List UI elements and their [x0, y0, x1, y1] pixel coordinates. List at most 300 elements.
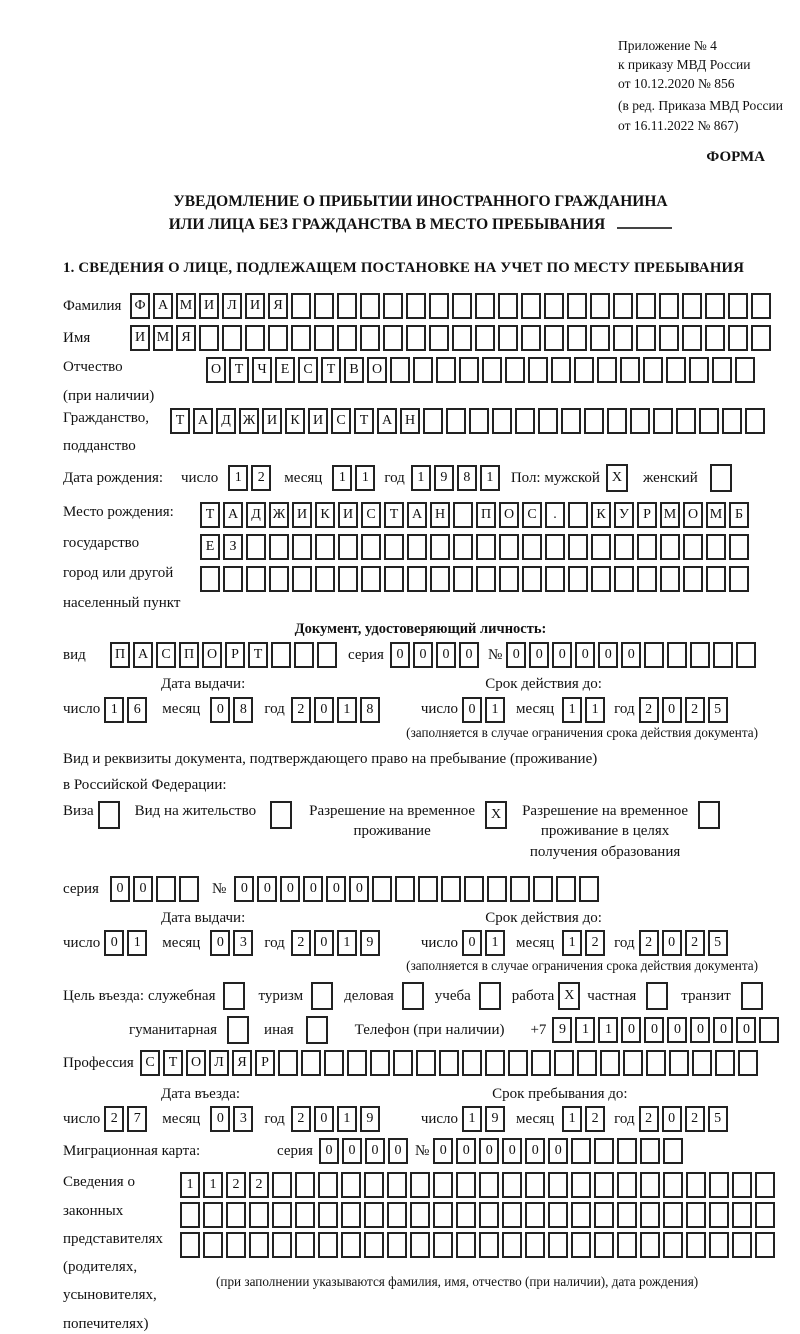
char-cell[interactable]: [525, 1172, 545, 1198]
char-cell[interactable]: [462, 1050, 482, 1076]
char-cell[interactable]: [579, 876, 599, 902]
char-cell[interactable]: [732, 1202, 752, 1228]
char-cell[interactable]: [294, 642, 314, 668]
char-cell[interactable]: [407, 534, 427, 560]
char-cell[interactable]: [556, 876, 576, 902]
char-cell[interactable]: [706, 566, 726, 592]
char-cell[interactable]: 0: [575, 642, 595, 668]
char-cell[interactable]: 0: [462, 930, 482, 956]
char-cell[interactable]: [669, 1050, 689, 1076]
char-cell[interactable]: [643, 357, 663, 383]
char-cell[interactable]: [548, 1172, 568, 1198]
char-cell[interactable]: 1: [575, 1017, 595, 1043]
char-cell[interactable]: [607, 408, 627, 434]
char-cell[interactable]: [663, 1172, 683, 1198]
char-cell[interactable]: 1: [485, 697, 505, 723]
char-cell[interactable]: К: [591, 502, 611, 528]
char-cell[interactable]: Ч: [252, 357, 272, 383]
char-cell[interactable]: [364, 1232, 384, 1258]
char-cell[interactable]: 0: [349, 876, 369, 902]
char-cell[interactable]: [395, 876, 415, 902]
char-cell[interactable]: [544, 293, 564, 319]
char-cell[interactable]: [692, 1050, 712, 1076]
char-cell[interactable]: [384, 566, 404, 592]
char-cell[interactable]: С: [156, 642, 176, 668]
char-cell[interactable]: [370, 1050, 390, 1076]
char-cell[interactable]: [387, 1202, 407, 1228]
char-cell[interactable]: [637, 566, 657, 592]
char-cell[interactable]: 9: [360, 930, 380, 956]
char-cell[interactable]: 0: [621, 1017, 641, 1043]
char-cell[interactable]: 2: [249, 1172, 269, 1198]
char-cell[interactable]: [226, 1232, 246, 1258]
char-cell[interactable]: [705, 293, 725, 319]
char-cell[interactable]: Т: [248, 642, 268, 668]
char-cell[interactable]: [315, 566, 335, 592]
char-cell[interactable]: [502, 1232, 522, 1258]
char-cell[interactable]: С: [522, 502, 542, 528]
char-cell[interactable]: 2: [226, 1172, 246, 1198]
char-cell[interactable]: [156, 876, 176, 902]
char-cell[interactable]: 8: [233, 697, 253, 723]
char-cell[interactable]: [278, 1050, 298, 1076]
char-cell[interactable]: А: [133, 642, 153, 668]
char-cell[interactable]: [318, 1232, 338, 1258]
char-cell[interactable]: [291, 293, 311, 319]
char-cell[interactable]: [416, 1050, 436, 1076]
char-cell[interactable]: 0: [342, 1138, 362, 1164]
char-cell[interactable]: [200, 566, 220, 592]
char-cell[interactable]: [439, 1050, 459, 1076]
char-cell[interactable]: [617, 1202, 637, 1228]
char-cell[interactable]: [751, 293, 771, 319]
char-cell[interactable]: [510, 876, 530, 902]
char-cell[interactable]: С: [361, 502, 381, 528]
char-cell[interactable]: 5: [708, 1106, 728, 1132]
char-cell[interactable]: [646, 982, 668, 1010]
char-cell[interactable]: 9: [434, 465, 454, 491]
char-cell[interactable]: [689, 357, 709, 383]
char-cell[interactable]: [568, 566, 588, 592]
char-cell[interactable]: [387, 1172, 407, 1198]
char-cell[interactable]: [522, 566, 542, 592]
char-cell[interactable]: [453, 534, 473, 560]
char-cell[interactable]: [613, 293, 633, 319]
char-cell[interactable]: 2: [685, 930, 705, 956]
char-cell[interactable]: [436, 357, 456, 383]
char-cell[interactable]: [291, 325, 311, 351]
char-cell[interactable]: 0: [104, 930, 124, 956]
char-cell[interactable]: [245, 325, 265, 351]
char-cell[interactable]: [249, 1202, 269, 1228]
char-cell[interactable]: [538, 408, 558, 434]
char-cell[interactable]: [410, 1232, 430, 1258]
char-cell[interactable]: [341, 1202, 361, 1228]
char-cell[interactable]: [387, 1232, 407, 1258]
char-cell[interactable]: [361, 566, 381, 592]
char-cell[interactable]: Л: [209, 1050, 229, 1076]
char-cell[interactable]: [722, 408, 742, 434]
char-cell[interactable]: [292, 566, 312, 592]
char-cell[interactable]: Т: [229, 357, 249, 383]
char-cell[interactable]: [729, 566, 749, 592]
char-cell[interactable]: 9: [485, 1106, 505, 1132]
char-cell[interactable]: [456, 1232, 476, 1258]
char-cell[interactable]: [272, 1232, 292, 1258]
char-cell[interactable]: [390, 357, 410, 383]
char-cell[interactable]: 0: [390, 642, 410, 668]
char-cell[interactable]: [498, 325, 518, 351]
char-cell[interactable]: [429, 293, 449, 319]
char-cell[interactable]: [456, 1202, 476, 1228]
char-cell[interactable]: [475, 293, 495, 319]
char-cell[interactable]: 0: [388, 1138, 408, 1164]
char-cell[interactable]: Е: [275, 357, 295, 383]
char-cell[interactable]: 0: [433, 1138, 453, 1164]
char-cell[interactable]: 0: [365, 1138, 385, 1164]
char-cell[interactable]: 1: [480, 465, 500, 491]
char-cell[interactable]: А: [407, 502, 427, 528]
char-cell[interactable]: О: [683, 502, 703, 528]
char-cell[interactable]: [337, 293, 357, 319]
char-cell[interactable]: [479, 1202, 499, 1228]
char-cell[interactable]: [452, 293, 472, 319]
char-cell[interactable]: И: [308, 408, 328, 434]
char-cell[interactable]: [433, 1232, 453, 1258]
char-cell[interactable]: Н: [430, 502, 450, 528]
char-cell[interactable]: [476, 534, 496, 560]
char-cell[interactable]: 2: [639, 697, 659, 723]
char-cell[interactable]: З: [223, 534, 243, 560]
char-cell[interactable]: [568, 502, 588, 528]
char-cell[interactable]: 8: [457, 465, 477, 491]
char-cell[interactable]: [759, 1017, 779, 1043]
char-cell[interactable]: [433, 1172, 453, 1198]
char-cell[interactable]: 9: [552, 1017, 572, 1043]
char-cell[interactable]: [729, 534, 749, 560]
char-cell[interactable]: [663, 1138, 683, 1164]
char-cell[interactable]: 1: [337, 930, 357, 956]
char-cell[interactable]: [498, 293, 518, 319]
char-cell[interactable]: [270, 801, 292, 829]
char-cell[interactable]: [594, 1232, 614, 1258]
char-cell[interactable]: [710, 464, 732, 492]
char-cell[interactable]: [571, 1202, 591, 1228]
char-cell[interactable]: С: [298, 357, 318, 383]
char-cell[interactable]: [295, 1172, 315, 1198]
char-cell[interactable]: [521, 325, 541, 351]
char-cell[interactable]: [423, 408, 443, 434]
char-cell[interactable]: 0: [319, 1138, 339, 1164]
char-cell[interactable]: .: [545, 502, 565, 528]
char-cell[interactable]: [591, 566, 611, 592]
char-cell[interactable]: 0: [133, 876, 153, 902]
char-cell[interactable]: [715, 1050, 735, 1076]
char-cell[interactable]: П: [110, 642, 130, 668]
char-cell[interactable]: [406, 293, 426, 319]
char-cell[interactable]: [383, 325, 403, 351]
char-cell[interactable]: [567, 325, 587, 351]
char-cell[interactable]: [364, 1172, 384, 1198]
char-cell[interactable]: 3: [233, 930, 253, 956]
char-cell[interactable]: [644, 642, 664, 668]
char-cell[interactable]: [683, 566, 703, 592]
char-cell[interactable]: [505, 357, 525, 383]
char-cell[interactable]: [690, 642, 710, 668]
char-cell[interactable]: 0: [456, 1138, 476, 1164]
char-cell[interactable]: [268, 325, 288, 351]
char-cell[interactable]: [407, 566, 427, 592]
char-cell[interactable]: [533, 876, 553, 902]
char-cell[interactable]: [203, 1202, 223, 1228]
char-cell[interactable]: [745, 408, 765, 434]
char-cell[interactable]: Т: [200, 502, 220, 528]
char-cell[interactable]: М: [660, 502, 680, 528]
char-cell[interactable]: 2: [685, 697, 705, 723]
char-cell[interactable]: [755, 1172, 775, 1198]
char-cell[interactable]: [459, 357, 479, 383]
char-cell[interactable]: И: [199, 293, 219, 319]
char-cell[interactable]: [682, 293, 702, 319]
char-cell[interactable]: [318, 1202, 338, 1228]
char-cell[interactable]: [360, 325, 380, 351]
char-cell[interactable]: [430, 534, 450, 560]
char-cell[interactable]: [736, 642, 756, 668]
char-cell[interactable]: [314, 325, 334, 351]
char-cell[interactable]: [584, 408, 604, 434]
char-cell[interactable]: 0: [326, 876, 346, 902]
char-cell[interactable]: М: [706, 502, 726, 528]
char-cell[interactable]: [301, 1050, 321, 1076]
char-cell[interactable]: 0: [525, 1138, 545, 1164]
char-cell[interactable]: [571, 1138, 591, 1164]
char-cell[interactable]: Р: [255, 1050, 275, 1076]
char-cell[interactable]: [522, 534, 542, 560]
char-cell[interactable]: 0: [303, 876, 323, 902]
char-cell[interactable]: В: [344, 357, 364, 383]
char-cell[interactable]: [222, 325, 242, 351]
char-cell[interactable]: 3: [233, 1106, 253, 1132]
char-cell[interactable]: [338, 534, 358, 560]
char-cell[interactable]: 2: [585, 1106, 605, 1132]
char-cell[interactable]: О: [202, 642, 222, 668]
char-cell[interactable]: О: [206, 357, 226, 383]
char-cell[interactable]: 0: [459, 642, 479, 668]
char-cell[interactable]: 5: [708, 697, 728, 723]
char-cell[interactable]: [502, 1172, 522, 1198]
char-cell[interactable]: [306, 1016, 328, 1044]
char-cell[interactable]: [709, 1232, 729, 1258]
char-cell[interactable]: [372, 876, 392, 902]
char-cell[interactable]: [614, 566, 634, 592]
char-cell[interactable]: Д: [246, 502, 266, 528]
char-cell[interactable]: 0: [713, 1017, 733, 1043]
char-cell[interactable]: Т: [163, 1050, 183, 1076]
char-cell[interactable]: [180, 1232, 200, 1258]
char-cell[interactable]: 1: [127, 930, 147, 956]
char-cell[interactable]: [667, 642, 687, 668]
char-cell[interactable]: 2: [639, 1106, 659, 1132]
char-cell[interactable]: [295, 1232, 315, 1258]
char-cell[interactable]: А: [223, 502, 243, 528]
char-cell[interactable]: 2: [104, 1106, 124, 1132]
char-cell[interactable]: [406, 325, 426, 351]
char-cell[interactable]: М: [176, 293, 196, 319]
char-cell[interactable]: [341, 1232, 361, 1258]
char-cell[interactable]: Я: [176, 325, 196, 351]
char-cell[interactable]: 1: [485, 930, 505, 956]
char-cell[interactable]: 1: [228, 465, 248, 491]
char-cell[interactable]: 1: [462, 1106, 482, 1132]
char-cell[interactable]: [476, 566, 496, 592]
char-cell[interactable]: [317, 642, 337, 668]
char-cell[interactable]: [469, 408, 489, 434]
char-cell[interactable]: [561, 408, 581, 434]
char-cell[interactable]: 0: [436, 642, 456, 668]
char-cell[interactable]: [620, 357, 640, 383]
char-cell[interactable]: 0: [234, 876, 254, 902]
char-cell[interactable]: [324, 1050, 344, 1076]
char-cell[interactable]: [545, 566, 565, 592]
char-cell[interactable]: [410, 1202, 430, 1228]
char-cell[interactable]: [227, 1016, 249, 1044]
char-cell[interactable]: [646, 1050, 666, 1076]
char-cell[interactable]: 0: [479, 1138, 499, 1164]
char-cell[interactable]: [712, 357, 732, 383]
char-cell[interactable]: 0: [662, 697, 682, 723]
char-cell[interactable]: 0: [314, 1106, 334, 1132]
char-cell[interactable]: 0: [257, 876, 277, 902]
char-cell[interactable]: [699, 408, 719, 434]
char-cell[interactable]: 2: [685, 1106, 705, 1132]
char-cell[interactable]: [630, 408, 650, 434]
char-cell[interactable]: [548, 1232, 568, 1258]
char-cell[interactable]: [659, 325, 679, 351]
char-cell[interactable]: 7: [127, 1106, 147, 1132]
char-cell[interactable]: [98, 801, 120, 829]
char-cell[interactable]: [676, 408, 696, 434]
char-cell[interactable]: 1: [337, 697, 357, 723]
char-cell[interactable]: 0: [314, 930, 334, 956]
char-cell[interactable]: [521, 293, 541, 319]
char-cell[interactable]: [660, 566, 680, 592]
char-cell[interactable]: [594, 1138, 614, 1164]
char-cell[interactable]: 2: [291, 1106, 311, 1132]
char-cell[interactable]: 0: [506, 642, 526, 668]
char-cell[interactable]: [613, 325, 633, 351]
char-cell[interactable]: [735, 357, 755, 383]
char-cell[interactable]: 1: [337, 1106, 357, 1132]
char-cell[interactable]: [272, 1202, 292, 1228]
char-cell[interactable]: [590, 293, 610, 319]
char-cell[interactable]: 0: [644, 1017, 664, 1043]
char-cell[interactable]: 2: [639, 930, 659, 956]
char-cell[interactable]: Ж: [269, 502, 289, 528]
char-cell[interactable]: [554, 1050, 574, 1076]
char-cell[interactable]: [571, 1232, 591, 1258]
char-cell[interactable]: [413, 357, 433, 383]
char-cell[interactable]: [456, 1172, 476, 1198]
char-cell[interactable]: Р: [637, 502, 657, 528]
char-cell[interactable]: И: [245, 293, 265, 319]
char-cell[interactable]: 0: [110, 876, 130, 902]
char-cell[interactable]: [180, 1202, 200, 1228]
char-cell[interactable]: X: [558, 982, 580, 1010]
char-cell[interactable]: [318, 1172, 338, 1198]
char-cell[interactable]: [551, 357, 571, 383]
char-cell[interactable]: [728, 293, 748, 319]
char-cell[interactable]: Ж: [239, 408, 259, 434]
char-cell[interactable]: 0: [280, 876, 300, 902]
char-cell[interactable]: [636, 325, 656, 351]
char-cell[interactable]: [567, 293, 587, 319]
char-cell[interactable]: [525, 1232, 545, 1258]
char-cell[interactable]: [487, 876, 507, 902]
char-cell[interactable]: [246, 534, 266, 560]
char-cell[interactable]: [223, 566, 243, 592]
char-cell[interactable]: [429, 325, 449, 351]
char-cell[interactable]: [249, 1232, 269, 1258]
char-cell[interactable]: [637, 534, 657, 560]
char-cell[interactable]: [410, 1172, 430, 1198]
char-cell[interactable]: [591, 534, 611, 560]
char-cell[interactable]: [568, 534, 588, 560]
char-cell[interactable]: Р: [225, 642, 245, 668]
char-cell[interactable]: [617, 1232, 637, 1258]
char-cell[interactable]: [640, 1232, 660, 1258]
char-cell[interactable]: [384, 534, 404, 560]
char-cell[interactable]: [295, 1202, 315, 1228]
char-cell[interactable]: 0: [621, 642, 641, 668]
char-cell[interactable]: 1: [585, 697, 605, 723]
char-cell[interactable]: 5: [708, 930, 728, 956]
char-cell[interactable]: [446, 408, 466, 434]
char-cell[interactable]: 0: [413, 642, 433, 668]
char-cell[interactable]: [338, 566, 358, 592]
char-cell[interactable]: [755, 1202, 775, 1228]
char-cell[interactable]: [709, 1172, 729, 1198]
char-cell[interactable]: [594, 1172, 614, 1198]
char-cell[interactable]: Е: [200, 534, 220, 560]
char-cell[interactable]: [269, 534, 289, 560]
char-cell[interactable]: [531, 1050, 551, 1076]
char-cell[interactable]: [571, 1172, 591, 1198]
char-cell[interactable]: [682, 325, 702, 351]
char-cell[interactable]: [361, 534, 381, 560]
char-cell[interactable]: [590, 325, 610, 351]
char-cell[interactable]: [508, 1050, 528, 1076]
char-cell[interactable]: [464, 876, 484, 902]
char-cell[interactable]: 2: [291, 930, 311, 956]
char-cell[interactable]: 0: [210, 697, 230, 723]
char-cell[interactable]: [441, 876, 461, 902]
char-cell[interactable]: [636, 293, 656, 319]
char-cell[interactable]: [653, 408, 673, 434]
char-cell[interactable]: X: [485, 801, 507, 829]
char-cell[interactable]: [660, 534, 680, 560]
char-cell[interactable]: 0: [210, 1106, 230, 1132]
char-cell[interactable]: [600, 1050, 620, 1076]
char-cell[interactable]: [686, 1172, 706, 1198]
char-cell[interactable]: 0: [662, 930, 682, 956]
char-cell[interactable]: [528, 357, 548, 383]
char-cell[interactable]: 2: [291, 697, 311, 723]
char-cell[interactable]: [479, 1172, 499, 1198]
char-cell[interactable]: Я: [268, 293, 288, 319]
char-cell[interactable]: А: [377, 408, 397, 434]
char-cell[interactable]: [686, 1202, 706, 1228]
char-cell[interactable]: [751, 325, 771, 351]
